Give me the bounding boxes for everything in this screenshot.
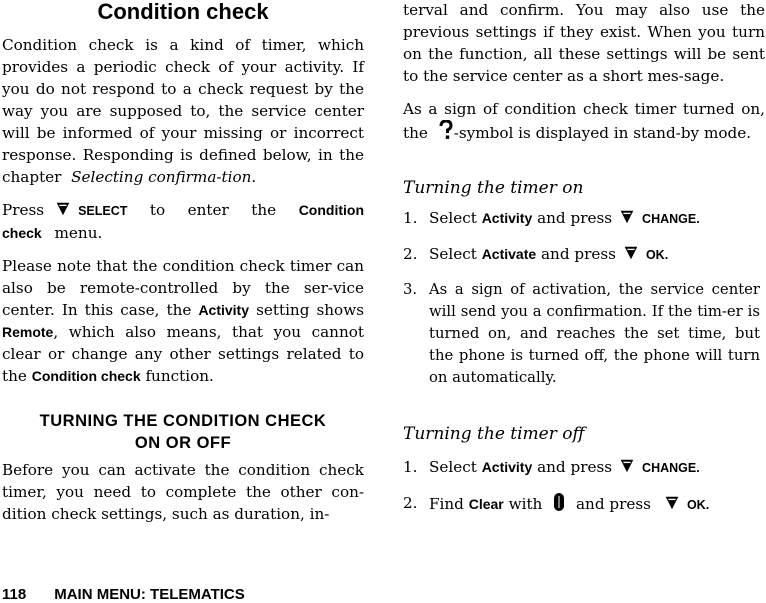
- list-item: 2. Find Clear with and press OK.: [403, 494, 710, 513]
- chapter-reference: Selecting confirma-tion: [71, 168, 252, 186]
- intro-paragraph: Condition check is a kind of timer, which provides a periodic check of your activity. If you do not respond to a check request by the way you are supposed to, the service center will be informed of your missing or incorrect response. Responding is defined below, in the chapter Selecting confirma-tion.: [2, 36, 364, 186]
- symbol-paragraph: As a sign of condition check timer turned on, the -symbol is displayed in stand-by mode.: [403, 100, 765, 142]
- left-column: [2, 0, 364, 525]
- list-item: 1. Select Activity and press CHANGE.: [403, 458, 700, 476]
- softkey-icon: [618, 457, 636, 475]
- navigation-key-icon: [553, 492, 565, 512]
- settings-paragraph: terval and confirm. You may also use the previous settings if they exist. When you turn on the function, all these settings will be sent to the service center as a short mes-sage.: [403, 1, 765, 85]
- list-item: 1. Select Activity and press CHANGE.: [403, 209, 700, 227]
- subheading-timer-off: Turning the timer off: [403, 424, 585, 444]
- section-heading: TURNING THE CONDITION CHECK ON OR OFF: [39, 412, 327, 452]
- page-number: 118: [2, 586, 27, 603]
- softkey-icon: [54, 200, 72, 218]
- softkey-icon: [663, 494, 681, 512]
- softkey-icon: [618, 208, 636, 226]
- press-select-paragraph: Press SELECT to enter the Condition check menu.: [2, 201, 364, 242]
- footer-section-label: MAIN MENU: TELEMATICS: [54, 586, 245, 603]
- page-title: Condition check: [97, 0, 269, 24]
- remote-control-paragraph: Please note that the condition check timer can also be remote-controlled by the ser-vice center. In this case, the Activity setting shows Remote, which also means, that you cannot clear or change any other settings related to the Condition check function.: [2, 257, 364, 385]
- right-column: [403, 0, 765, 516]
- subheading-timer-on: Turning the timer on: [403, 178, 584, 198]
- condition-check-symbol-icon: [439, 120, 453, 140]
- list-item: 2. Select Activate and press OK.: [403, 245, 669, 263]
- before-activate-paragraph: Before you can activate the condition check timer, you need to complete the other con-dition check settings, such as duration, in-: [2, 461, 364, 523]
- softkey-icon: [622, 244, 640, 262]
- page-footer: [2, 586, 245, 603]
- list-item: 3. As a sign of activation, the service center will send you a confirmation. If the tim-er is turned on, and reaches the set time, but the phone is turned off, the phone will turn on automatically.: [403, 281, 760, 386]
